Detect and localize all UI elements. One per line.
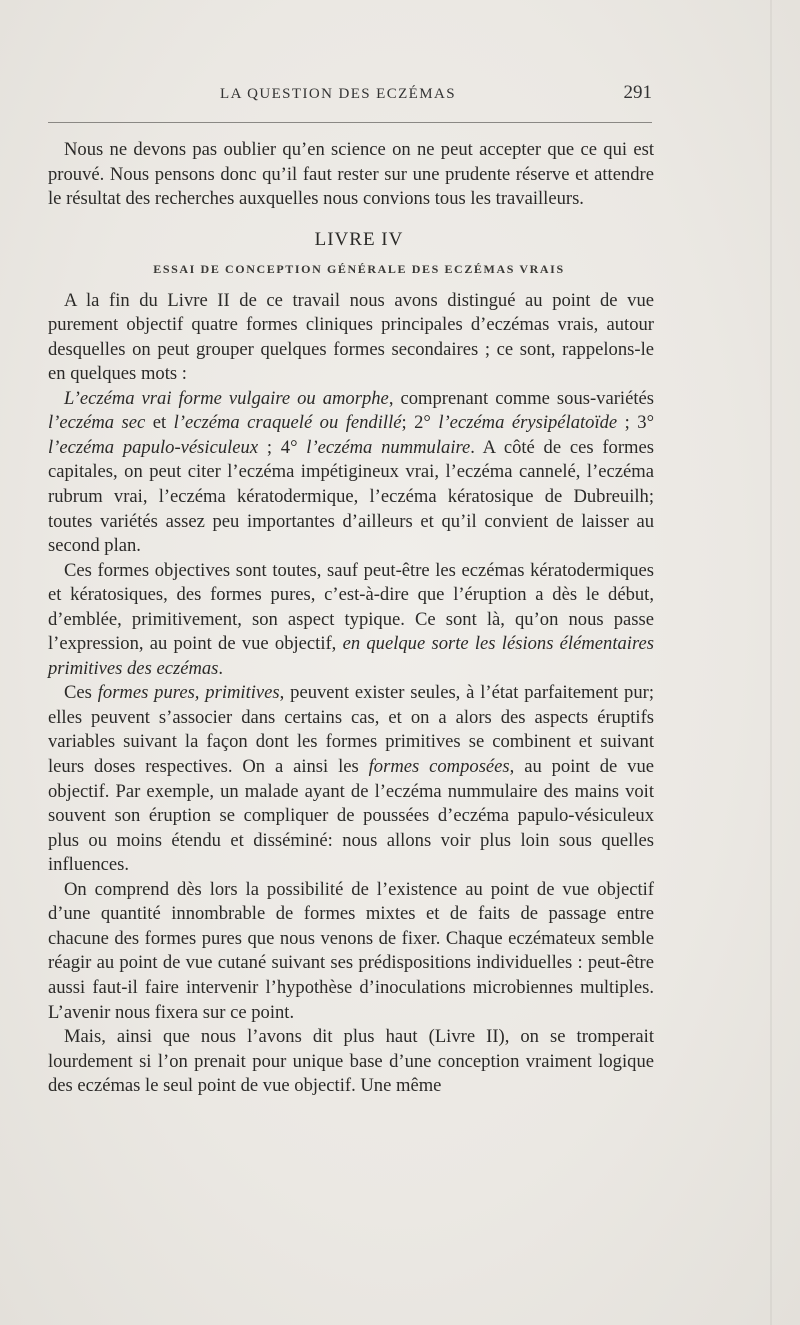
paragraph-4: On comprend dès lors la possibilité de l’existence au point de vue objectif d’une quantité innombrable de formes mixtes et de faits de passage entre chacune des formes pures que nous venons de fixer. Chaque eczémateux semble réagir au point de vue cutané suivant ses prédispositions individuelles : peut-être aussi faut-il faire intervenir l’hypothèse d’inoculations microbiennes multiples. L’avenir nous fixera sur ce point.	[48, 878, 654, 1023]
p3-text-a: Ces	[64, 682, 98, 704]
p3-em-d: formes composées	[368, 756, 510, 778]
section-title: LIVRE IV	[314, 228, 404, 250]
p1-em-b: L’eczéma vrai forme vulgaire ou amorphe	[64, 387, 389, 409]
p1-em-f: l’eczéma craquelé ou fendillé	[173, 412, 402, 434]
intro-paragraph: Nous ne devons pas oublier qu’en science on ne peut accepter que ce qui est prouvé. Nous pensons donc qu’il faut rester sur une prudente réserve et attendre le résultat des recherches auxquelles nous convions tous les travailleurs.	[48, 139, 654, 210]
p1-text-e: et	[145, 412, 174, 434]
p3-text-e: , au point de vue objectif. Par exemple, un malade ayant de l’eczéma nummulaire des mains voit souvent son éruption se compliquer de poussées d’eczéma papulo-vésiculeux plus ou moins étendu et disséminé: nous allons voir plus loin sous quelles influences.	[48, 756, 655, 876]
p1-text-c: , comprenant comme sous-variétés	[388, 387, 654, 409]
p3-text-c: , peuvent exister seules, à l’état parfaitement pur; elles peuvent s’associer dans certains cas, et on a alors des aspects éruptifs variables suivant la façon dont les formes primitives se combinent et suivant leurs doses respectives. On a ainsi les	[48, 682, 655, 778]
p3-em-b: formes pures, primitives	[97, 682, 280, 704]
p1-text-i: ; 3°	[617, 412, 655, 434]
page-edge-shadow	[770, 0, 772, 1325]
p2-text-a: Ces formes objectives sont toutes, sauf peut-être les eczémas kératodermiques et kératosiques, des formes pures, c’est-à-dire que l’éruption a dès le début, d’emblée, primitivement, son aspect typique. Ce sont là, qu’on nous passe l’expression, au point de vue objectif,	[48, 559, 654, 655]
p1-text-m: . A côté de ces formes capitales, on peut citer l’eczéma impétigineux vrai, l’eczéma cannelé, l’eczéma rubrum vrai, l’eczéma kératodermique, l’eczéma kératosique de Dubreuilh; toutes variétés assez peu importantes d’ailleurs et qu’il convient de laisser au second plan.	[48, 436, 654, 557]
p1-em-d: l’eczéma sec	[48, 412, 146, 434]
p2-text-c: .	[218, 657, 224, 679]
p1-text-g: ; 2°	[401, 412, 439, 434]
p2-em-b: en quelque sorte les lésions élémentaires primitives des eczémas	[48, 633, 654, 679]
paragraph-1-list	[48, 387, 654, 559]
p1-em-l: l’eczéma nummulaire	[306, 436, 471, 458]
paragraph-2	[48, 559, 654, 682]
running-title: LA QUESTION DES ECZÉMAS	[220, 86, 456, 102]
p1-em-j: l’eczéma papulo-vésiculeux	[48, 436, 259, 458]
page-number: 291	[623, 82, 652, 103]
page-header	[48, 80, 652, 110]
paragraph-5: Mais, ainsi que nous l’avons dit plus haut (Livre II), on se tromperait lourdement si l’on prenait pour unique base d’une conception vraiment logique des eczémas le seul point de vue objectif. Une même	[48, 1026, 654, 1097]
p1-text-a: A la fin du Livre II de ce travail nous avons distingué au point de vue purement objectif quatre formes cliniques principales d’eczémas vrais, autour desquelles on peut grouper quelques formes secondaires ; ce sont, rappelons-le en quelques mots :	[48, 289, 654, 385]
paragraph-3	[48, 681, 654, 877]
p1-em-h: l’eczéma érysipélatoïde	[438, 412, 618, 434]
paragraph-1	[48, 289, 654, 387]
body-text	[48, 138, 654, 1099]
section-subtitle: ESSAI DE CONCEPTION GÉNÉRALE DES ECZÉMAS VRAIS	[153, 261, 565, 276]
header-rule	[48, 122, 652, 123]
p1-text-k: ; 4°	[258, 436, 307, 458]
